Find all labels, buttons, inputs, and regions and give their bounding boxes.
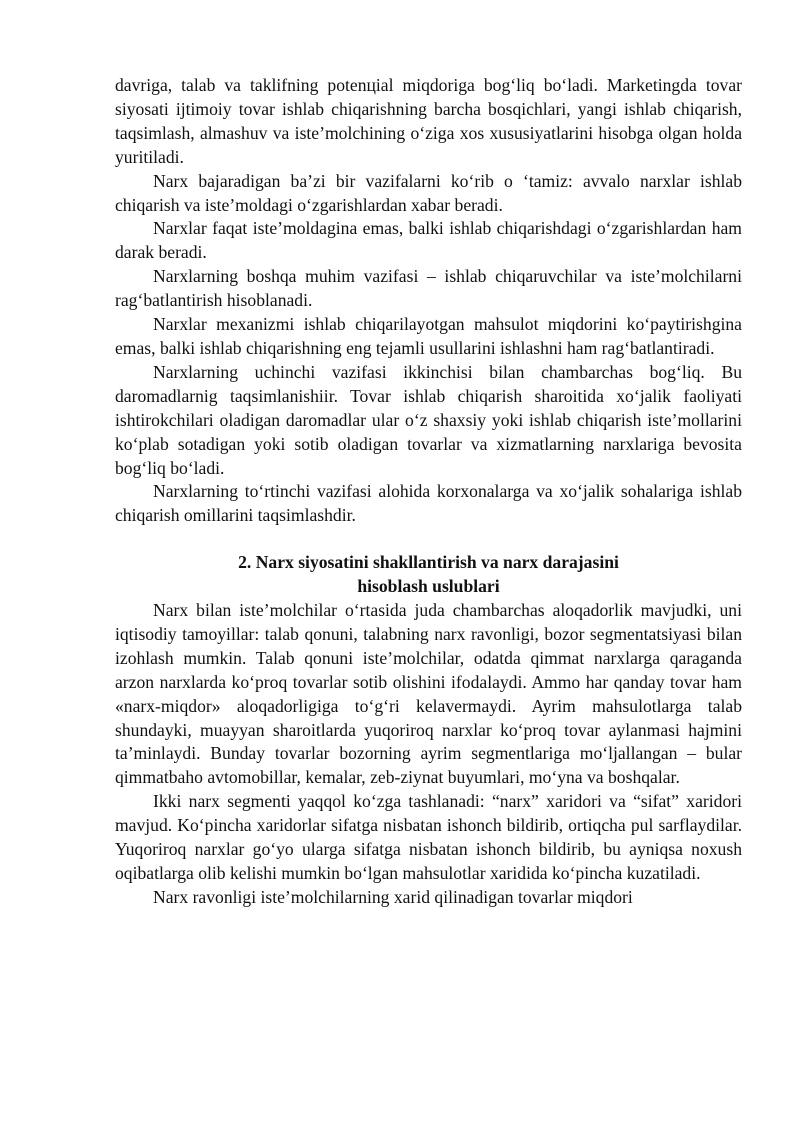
paragraph-price-functions-intro: Narx bajaradigan ba’zi bir vazifalarni ko‘rib o ‘tamiz: avvalo narxlar ishlab chiqarish va iste’moldagi o‘zgarishlardan xabar beradi. — [115, 170, 742, 215]
section-heading-line-1: 2. Narx siyosatini shakllantirish va narx darajasini — [238, 552, 619, 573]
paragraph-continuation: davriga, talab va taklifning potenцial miqdoriga bog‘liq bo‘ladi. Marketingda tovar siyosati ijtimoiy tovar ishlab chiqarishning barcha bosqichlari, yangi ishlab chiqarish, taqsimlash, almashuv va iste’molchining o‘ziga xos xususiyatlarini hisobga olgan holda yuritiladi. — [115, 75, 742, 167]
paragraph-third-function: Narxlarning uchinchi vazifasi ikkinchisi bilan chambarchas bog‘liq. Bu daromadlarnig taqsimlanishiir. Tovar ishlab chiqarish sharoitida xo‘jalik faoliyati ishtirokchilari oladigan daromadlar ular o‘z shaxsiy yoki ishlab chiqarish iste’mollarini ko‘plab sotadigan yoki sotib oladigan tovarlar va xizmatlarning narxlariga bevosita bog‘liq bo‘ladi. — [115, 361, 742, 478]
paragraph-price-segments: Ikki narx segmenti yaqqol ko‘zga tashlanadi: “narx” xaridori va “sifat” xaridori mavjud. Ko‘pincha xaridorlar sifatga nisbatan ishonch bildirib, ortiqcha pul sarflaydilar. Yuqoriroq narxlar go‘yo ularga sifatga nisbatan ishonch bildirib, bu ayniqsa noxush oqibatlarga olib kelishi mumkin bo‘lgan mahsulotlar xaridida ko‘pincha kuzatiladi. — [115, 791, 742, 883]
section-heading-line-2: hisoblash uslublari — [357, 576, 500, 597]
paragraph-price-mechanism: Narxlar mexanizmi ishlab chiqarilayotgan mahsulot miqdorini ko‘paytirishgina emas, balki ishlab chiqarishning eng tejamli usullarini ishlashni ham rag‘batlantiradi. — [115, 314, 742, 358]
section-heading — [115, 551, 742, 599]
paragraph-demand-law: Narx bilan iste’molchilar o‘rtasida juda chambarchas aloqadorlik mavjudki, uni iqtisodiy tamoyillar: talab qonuni, talabning narx ravonligi, bozor segmentatsiyasi bilan izohlash mumkin. Talab qonuni iste’molchilar, odatda qimmat narxlarga qaraganda arzon narxlarda ko‘proq tovarlar sotib olishini ifodalaydi. Ammo har qanday tovar ham «narx-miqdor» aloqadorligiga to‘g‘ri kelavermaydi. Ayrim mahsulotlarga talab shundayki, muayyan sharoitlarda yuqoriroq narxlar ko‘proq tovar aylanmasi hajmini ta’minlaydi. Bunday tovarlar bozorning ayrim segmentlariga mo‘ljallangan – bular qimmatbaho avtomobillar, kemalar, zeb-ziynat buyumlari, mo‘yna va boshqalar. — [115, 600, 742, 788]
paragraph-price-elasticity: Narx ravonligi iste’molchilarning xarid qilinadigan tovarlar miqdori — [153, 886, 633, 907]
paragraph-fourth-function: Narxlarning to‘rtinchi vazifasi alohida korxonalarga va xo‘jalik sohalariga ishlab chiqarish omillarini taqsimlashdir. — [115, 481, 742, 526]
document-page — [115, 74, 742, 910]
paragraph-price-production-changes: Narxlar faqat iste’moldagina emas, balki ishlab chiqarishdagi o‘zgarishlardan ham darak beradi. — [115, 218, 742, 263]
paragraph-price-incentive: Narxlarning boshqa muhim vazifasi – ishlab chiqaruvchilar va iste’molchilarni rag‘batlantirish hisoblanadi. — [115, 266, 742, 311]
